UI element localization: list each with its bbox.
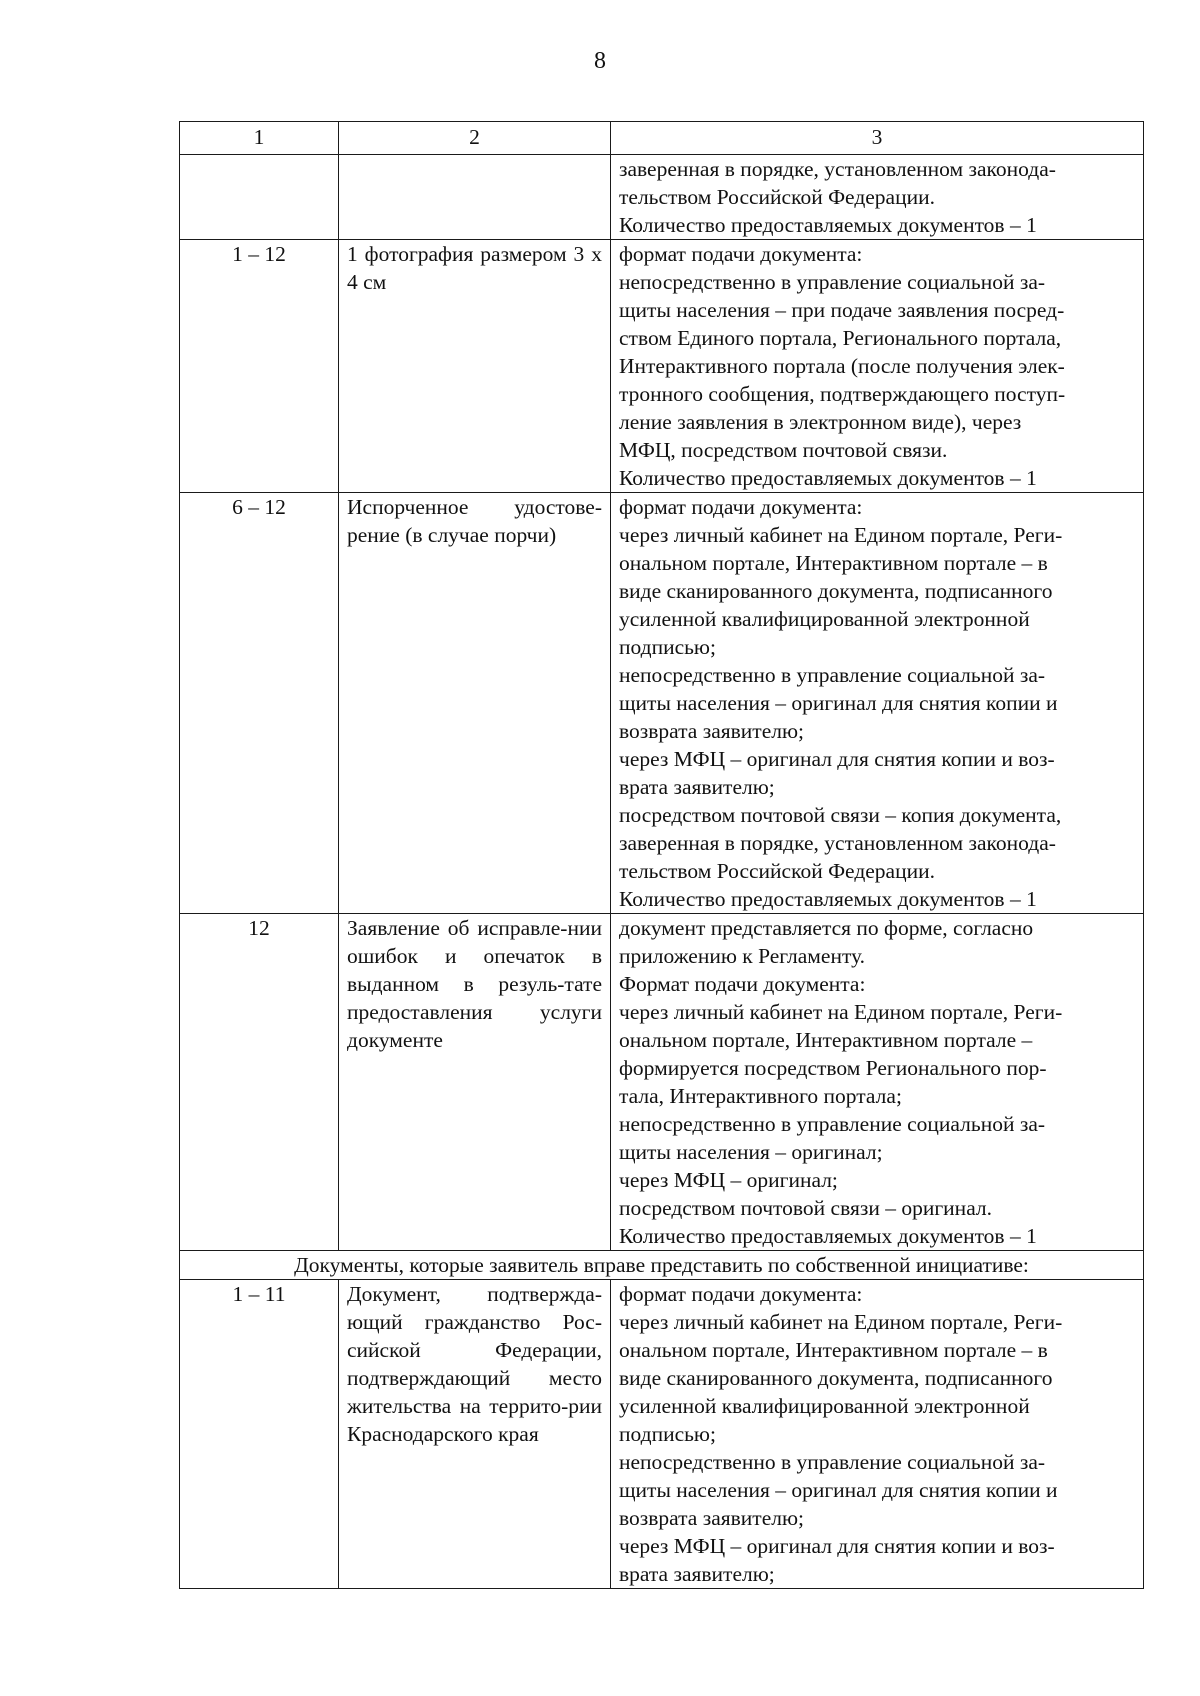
details-line: ление заявления в электронном виде), через — [619, 410, 1022, 434]
row-number: 1 – 11 — [180, 1280, 339, 1589]
details-line: врата заявителю; — [619, 775, 775, 799]
details-line: тронного сообщения, подтверждающего поступ- — [619, 382, 1066, 406]
details-line: приложению к Регламенту. — [619, 944, 866, 968]
documents-table — [179, 121, 1144, 1589]
details-line: возврата заявителю; — [619, 1506, 804, 1530]
details-line: через личный кабинет на Едином портале, Реги- — [619, 523, 1063, 547]
details-line: формируется посредством Регионального пор- — [619, 1056, 1047, 1080]
details-line: заверенная в порядке, установленном законода- — [619, 157, 1056, 181]
table-row — [180, 493, 1144, 914]
details-line: заверенная в порядке, установленном законода- — [619, 831, 1056, 855]
details-line: Интерактивного портала (после получения элек- — [619, 354, 1065, 378]
details-line: МФЦ, посредством почтовой связи. — [619, 438, 948, 462]
details-line: подписью; — [619, 635, 716, 659]
details-line: формат подачи документа: — [619, 1282, 863, 1306]
page-number: 8 — [594, 48, 606, 74]
details-line: непосредственно в управление социальной за- — [619, 663, 1046, 687]
details-line: ональном портале, Интерактивном портале – в — [619, 1338, 1048, 1362]
submission-details — [611, 914, 1144, 1251]
details-line: тала, Интерактивного портала; — [619, 1084, 902, 1108]
details-line: через личный кабинет на Едином портале, Реги- — [619, 1000, 1063, 1024]
details-line: Количество предоставляемых документов – 1 — [619, 213, 1037, 237]
details-line: Количество предоставляемых документов – 1 — [619, 466, 1037, 490]
document-name — [339, 155, 611, 240]
details-line: Формат подачи документа: — [619, 972, 866, 996]
details-line: посредством почтовой связи – копия документа, — [619, 803, 1062, 827]
row-number: 6 – 12 — [180, 493, 339, 914]
details-line: непосредственно в управление социальной за- — [619, 270, 1046, 294]
header-col-3: 3 — [611, 122, 1144, 155]
details-line: Количество предоставляемых документов – 1 — [619, 1224, 1037, 1248]
table-header-row — [180, 122, 1144, 155]
details-line: усиленной квалифицированной электронной — [619, 607, 1030, 631]
details-line: ональном портале, Интерактивном портале – в — [619, 551, 1048, 575]
details-line: виде сканированного документа, подписанного — [619, 579, 1053, 603]
details-line: посредством почтовой связи – оригинал. — [619, 1196, 993, 1220]
row-number: 12 — [180, 914, 339, 1251]
details-line: щиты населения – оригинал для снятия копии и — [619, 691, 1058, 715]
submission-details — [611, 1280, 1144, 1589]
section-title: Документы, которые заявитель вправе представить по собственной инициативе: — [180, 1251, 1144, 1280]
details-line: врата заявителю; — [619, 1562, 775, 1586]
details-line: тельством Российской Федерации. — [619, 185, 935, 209]
details-line: формат подачи документа: — [619, 495, 863, 519]
table-row — [180, 1280, 1144, 1589]
details-line: через МФЦ – оригинал для снятия копии и воз- — [619, 747, 1055, 771]
table-row — [180, 155, 1144, 240]
details-line: формат подачи документа: — [619, 242, 863, 266]
details-line: возврата заявителю; — [619, 719, 804, 743]
header-col-1: 1 — [180, 122, 339, 155]
details-line: щиты населения – оригинал; — [619, 1140, 883, 1164]
details-line: документ представляется по форме, согласно — [619, 916, 1034, 940]
details-line: виде сканированного документа, подписанного — [619, 1366, 1053, 1390]
details-line: непосредственно в управление социальной за- — [619, 1450, 1046, 1474]
details-line: тельством Российской Федерации. — [619, 859, 935, 883]
details-line: через МФЦ – оригинал; — [619, 1168, 838, 1192]
document-name: Заявление об исправле-нии ошибок и опечаток в выданном в резуль-тате предоставления услуги документе — [339, 914, 611, 1251]
details-line: ональном портале, Интерактивном портале – — [619, 1028, 1033, 1052]
table-row — [180, 240, 1144, 493]
details-line: непосредственно в управление социальной за- — [619, 1112, 1046, 1136]
row-number: 1 – 12 — [180, 240, 339, 493]
table-row — [180, 914, 1144, 1251]
document-name: Испорченное удостове-рение (в случае порчи) — [339, 493, 611, 914]
submission-details — [611, 155, 1144, 240]
details-line: усиленной квалифицированной электронной — [619, 1394, 1030, 1418]
document-name: Документ, подтвержда-ющий гражданство Рос-сийской Федерации, подтверждающий место жительства на террито-рии Краснодарского края — [339, 1280, 611, 1589]
section-row — [180, 1251, 1144, 1280]
header-col-2: 2 — [339, 122, 611, 155]
details-line: ством Единого портала, Регионального портала, — [619, 326, 1062, 350]
details-line: Количество предоставляемых документов – 1 — [619, 887, 1037, 911]
submission-details — [611, 240, 1144, 493]
details-line: подписью; — [619, 1422, 716, 1446]
document-name: 1 фотография размером 3 х 4 см — [339, 240, 611, 493]
row-number — [180, 155, 339, 240]
submission-details — [611, 493, 1144, 914]
details-line: щиты населения – оригинал для снятия копии и — [619, 1478, 1058, 1502]
details-line: через МФЦ – оригинал для снятия копии и воз- — [619, 1534, 1055, 1558]
details-line: щиты населения – при подаче заявления посред- — [619, 298, 1065, 322]
details-line: через личный кабинет на Едином портале, Реги- — [619, 1310, 1063, 1334]
